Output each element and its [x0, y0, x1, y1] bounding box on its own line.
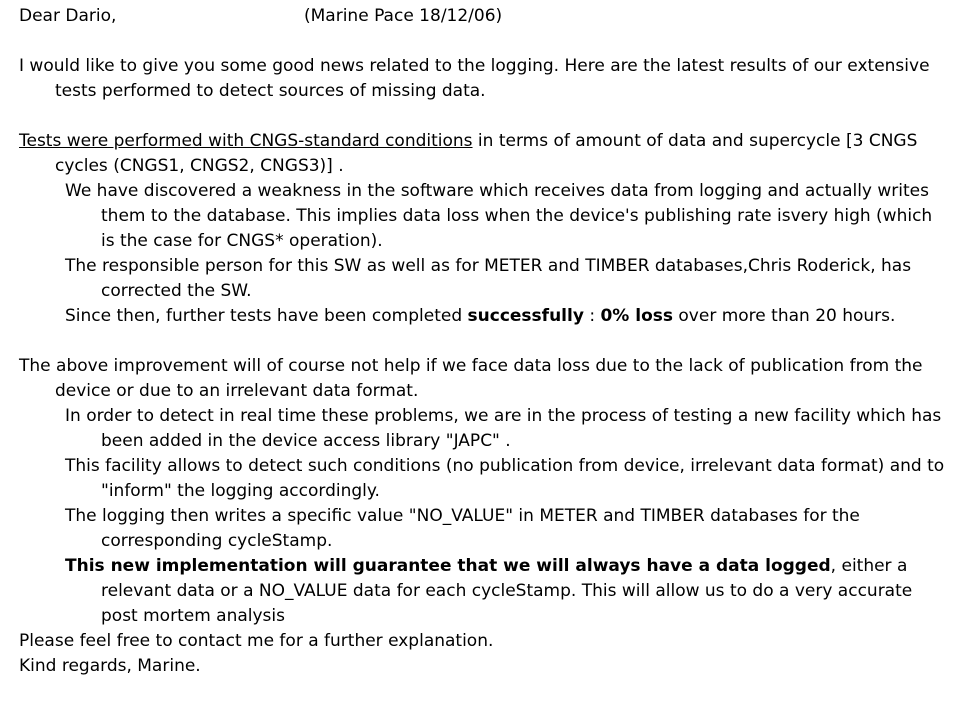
since-text-post: over more than 20 hours. — [673, 306, 896, 326]
improvement-paragraph: The above improvement will of course not help if we face data loss due to the lack of publication from the device or due to an irrelevant data format. — [19, 356, 923, 401]
novalue-paragraph: The logging then writes a specific value "NO_VALUE" in METER and TIMBER databases for the corresponding cycleStamp. — [65, 506, 860, 551]
salutation-row — [19, 4, 949, 29]
tests-rest-text: in terms of amount of data and supercycle [3 CNGS cycles (CNGS1, CNGS2, CNGS3)] . — [55, 131, 918, 176]
spacer — [19, 104, 949, 129]
letter — [19, 4, 949, 679]
responsible-paragraph: The responsible person for this SW as well as for METER and TIMBER databases,Chris Roderick, has corrected the SW. — [65, 256, 912, 301]
guarantee-bold-text: This new implementation will guarantee that we will always have a data logged — [65, 556, 831, 576]
guarantee-rest-text: , either a relevant data or a NO_VALUE data for each cycleStamp. This will allow us to do a very accurate post mortem analysis — [101, 556, 913, 626]
intro-paragraph: I would like to give you some good news related to the logging. Here are the latest results of our extensive tests performed to detect sources of missing data. — [19, 56, 930, 101]
weakness-paragraph: We have discovered a weakness in the software which receives data from logging and actually writes them to the database. This implies data loss when the device's publishing rate isvery high (which is the case for CNGS* operation). — [65, 181, 933, 251]
greeting: Dear Dario, — [19, 6, 117, 26]
guarantee-paragraph — [19, 554, 949, 629]
spacer — [19, 329, 949, 354]
date-reference: (Marine Pace 18/12/06) — [304, 6, 503, 26]
since-text-mid: : — [583, 306, 601, 326]
since-text-pre: Since then, further tests have been completed — [65, 306, 468, 326]
tests-paragraph — [19, 129, 949, 179]
detect-paragraph: In order to detect in real time these problems, we are in the process of testing a new facility which has been added in the device access library "JAPC" . — [65, 406, 942, 451]
regards-line: Kind regards, Marine. — [19, 656, 201, 676]
spacer — [19, 29, 949, 54]
tests-underlined-text: Tests were performed with CNGS-standard conditions — [19, 131, 473, 151]
successfully-bold: successfully — [467, 306, 584, 326]
since-paragraph — [19, 304, 949, 329]
facility-paragraph: This facility allows to detect such conditions (no publication from device, irrelevant data format) and to "inform" the logging accordingly. — [65, 456, 945, 501]
contact-line: Please feel free to contact me for a further explanation. — [19, 631, 494, 651]
zero-loss-bold: 0% loss — [600, 306, 673, 326]
